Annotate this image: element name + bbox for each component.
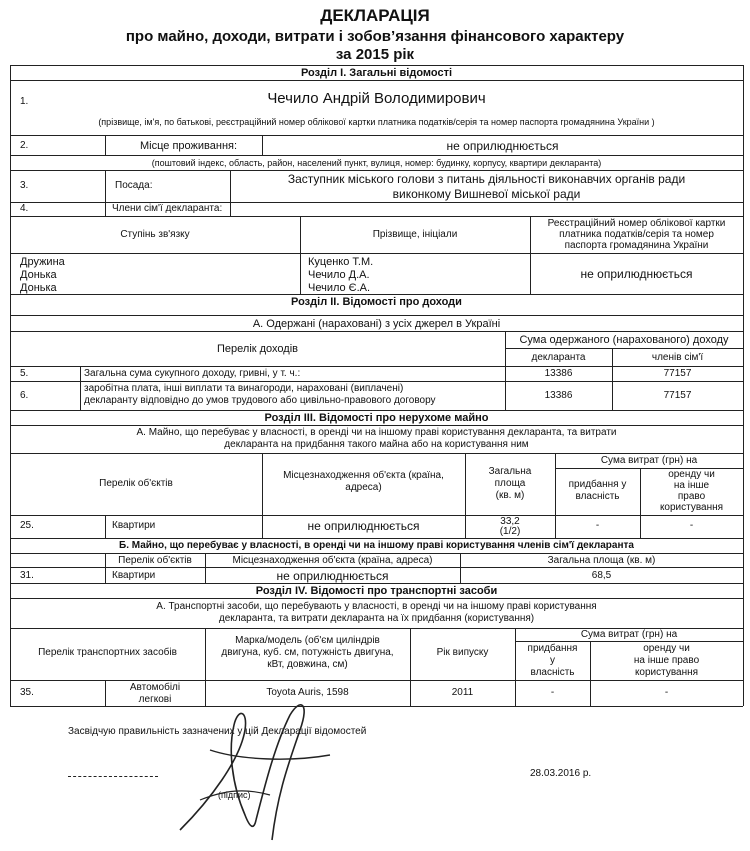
col-objects: Перелік об'єктів bbox=[99, 478, 173, 489]
section3-title: Розділ ІІІ. Відомості про нерухоме майно bbox=[264, 412, 489, 424]
row25-type: Квартири bbox=[112, 520, 156, 531]
row6-declarant: 13386 bbox=[544, 390, 573, 401]
b-col-area: Загальна площа (кв. м) bbox=[547, 555, 656, 566]
col-vehicle-buy-line3: власність bbox=[530, 667, 575, 678]
row35-number: 35. bbox=[20, 687, 34, 698]
residence-label: Місце проживання: bbox=[140, 140, 238, 152]
row25-area-share: (1/2) bbox=[499, 526, 521, 537]
row5-declarant: 13386 bbox=[544, 368, 573, 379]
handwritten-signature-icon bbox=[150, 690, 350, 850]
document-title: ДЕКЛАРАЦІЯ bbox=[320, 6, 430, 25]
col-reg-line2: платника податків/серія та номер bbox=[559, 229, 714, 240]
family-label: Члени сім'ї декларанта: bbox=[112, 203, 223, 214]
section3-subA-line2: декларанта на придбання такого майна або на користування ним bbox=[224, 439, 529, 450]
family-member-name: Чечило Д.А. bbox=[308, 269, 370, 281]
col-vehicle-buy-line1: придбання bbox=[527, 643, 578, 654]
family-relation: Дружина bbox=[20, 256, 65, 268]
family-reg-value: не оприлюднюється bbox=[580, 267, 693, 281]
col-purchase-line1: придбання у bbox=[568, 479, 627, 490]
family-member-name: Куценко Т.М. bbox=[308, 256, 374, 268]
row31-area: 68,5 bbox=[591, 570, 612, 581]
col-vehicle-rent-line1: оренду чи bbox=[643, 643, 690, 654]
col-reg-line1: Реєстраційний номер облікової картки bbox=[547, 218, 726, 229]
row35-type-line1: Автомобілі bbox=[129, 682, 181, 693]
residence-hint: (поштовий індекс, область, район, населений пункт, вулиця, номер: будинку, корпусу, квартири декларанта) bbox=[151, 158, 602, 168]
col-costs: Сума витрат (грн) на bbox=[600, 455, 698, 466]
row35-brand: Toyota Auris, 1598 bbox=[266, 687, 349, 698]
col-year: Рік випуску bbox=[436, 647, 489, 658]
signature-line bbox=[68, 776, 158, 777]
col-income-sum: Сума одержаного (нарахованого) доходу bbox=[519, 334, 729, 346]
row6-line2: декларанту відповідно до умов трудового або цивільно-правового договору bbox=[84, 395, 436, 406]
row35-rent: - bbox=[664, 687, 669, 698]
section2-title: Розділ ІІ. Відомості про доходи bbox=[291, 296, 462, 308]
col-brand-line2: двигуна, куб. см, потужність двигуна, bbox=[221, 647, 394, 658]
section3-subB: Б. Майно, що перебуває у власності, в оренді чи на іншому праві користування членів сім'ї декларанта bbox=[119, 540, 634, 551]
col-vehicle-rent-line3: користування bbox=[634, 667, 699, 678]
col-purchase-line2: власність bbox=[575, 491, 620, 502]
row4-number: 4. bbox=[20, 203, 29, 214]
row1-number: 1. bbox=[20, 96, 29, 107]
col-area-line1: Загальна bbox=[488, 466, 532, 477]
col-rent-line4: користування bbox=[659, 502, 724, 513]
row31-number: 31. bbox=[20, 570, 34, 581]
col-relation: Ступінь зв'язку bbox=[120, 229, 190, 240]
col-rent-line2: на інше bbox=[673, 480, 710, 491]
col-vehicle-rent-line2: на інше право bbox=[633, 655, 700, 666]
row2-number: 2. bbox=[20, 140, 29, 151]
row35-year: 2011 bbox=[451, 687, 474, 698]
section2-subA: А. Одержані (нараховані) з усіх джерел в Україні bbox=[252, 318, 501, 330]
col-family-name: Прізвище, ініціали bbox=[372, 229, 458, 240]
col-vehicle-costs: Сума витрат (грн) на bbox=[580, 629, 678, 640]
col-brand-line1: Марка/модель (об'єм циліндрів bbox=[235, 635, 380, 646]
name-hint: (прізвище, ім'я, по батькові, реєстраційний номер облікової картки платника податків/серія та номер паспорта громадянина України ) bbox=[98, 117, 655, 127]
row25-number: 25. bbox=[20, 520, 34, 531]
col-family-members: членів сім'ї bbox=[651, 352, 704, 363]
col-income-list: Перелік доходів bbox=[217, 343, 298, 355]
row5-family: 77157 bbox=[663, 368, 692, 379]
col-location-line1: Місцезнаходження об'єкта (країна, bbox=[283, 470, 444, 481]
col-declarant: декларанта bbox=[531, 352, 586, 363]
col-rent-line1: оренду чи bbox=[668, 469, 715, 480]
b-col-objects: Перелік об'єктів bbox=[118, 555, 192, 566]
section3-subA-line1: А. Майно, що перебуває у власності, в оренді чи на іншому праві користування декларанта, та витрати bbox=[136, 427, 617, 438]
col-rent-line3: право bbox=[677, 491, 706, 502]
section4-subA-line2: декларанта, та витрати декларанта на їх придбання (користування) bbox=[218, 613, 535, 624]
col-brand-line3: кВт, довжина, см) bbox=[267, 659, 348, 670]
row6-line1: заробітна плата, інші виплати та винагороди, нараховані (виплачені) bbox=[84, 383, 404, 394]
row25-location: не оприлюднюється bbox=[307, 519, 420, 533]
row6-number: 6. bbox=[20, 390, 29, 401]
row6-family: 77157 bbox=[663, 390, 692, 401]
signature-date: 28.03.2016 р. bbox=[530, 768, 592, 779]
certify-text: Засвідчую правильність зазначених у цій Декларації відомостей bbox=[68, 726, 367, 737]
document-subtitle: про майно, доходи, витрати і зобов’язання фінансового характеру bbox=[125, 28, 625, 45]
family-relation: Донька bbox=[20, 282, 57, 294]
row35-type-line2: легкові bbox=[138, 694, 172, 705]
row5-number: 5. bbox=[20, 368, 29, 379]
position-line2: виконкому Вишневої міської ради bbox=[392, 187, 581, 201]
row5-label: Загальна сума сукупного доходу, гривні, у т. ч.: bbox=[84, 368, 301, 379]
row25-rent: - bbox=[689, 520, 694, 531]
position-line1: Заступник міського голови з питань діяльності виконавчих органів ради bbox=[287, 172, 686, 186]
document-year: за 2015 рік bbox=[335, 46, 415, 63]
section1-title: Розділ І. Загальні відомості bbox=[300, 67, 453, 79]
col-area-line3: (кв. м) bbox=[495, 490, 525, 501]
col-reg-line3: паспорта громадянина України bbox=[564, 240, 709, 251]
family-member-name: Чечило Є.А. bbox=[308, 282, 371, 294]
section4-subA-line1: А. Транспортні засоби, що перебувають у власності, в оренді чи на іншому праві користування bbox=[156, 601, 597, 612]
col-location-line2: адреса) bbox=[345, 482, 382, 493]
row3-number: 3. bbox=[20, 180, 29, 191]
row35-purchase: - bbox=[550, 687, 555, 698]
col-area-line2: площа bbox=[494, 478, 526, 489]
row31-type: Квартири bbox=[112, 570, 156, 581]
row25-purchase: - bbox=[595, 520, 600, 531]
col-vehicle-buy-line2: у bbox=[550, 655, 555, 666]
position-label: Посада: bbox=[115, 180, 153, 191]
row25-area: 33,2 bbox=[500, 516, 520, 527]
col-vehicle-list: Перелік транспортних засобів bbox=[38, 647, 177, 658]
section4-title: Розділ IV. Відомості про транспортні засоби bbox=[255, 585, 498, 597]
row31-location: не оприлюднюється bbox=[276, 569, 389, 583]
declarant-name: Чечило Андрій Володимирович bbox=[267, 90, 486, 107]
family-relation: Донька bbox=[20, 269, 57, 281]
b-col-location: Місцезнаходження об'єкта (країна, адреса) bbox=[232, 555, 433, 566]
residence-value: не оприлюднюється bbox=[446, 139, 559, 153]
signature-caption: (підпис) bbox=[218, 790, 251, 800]
